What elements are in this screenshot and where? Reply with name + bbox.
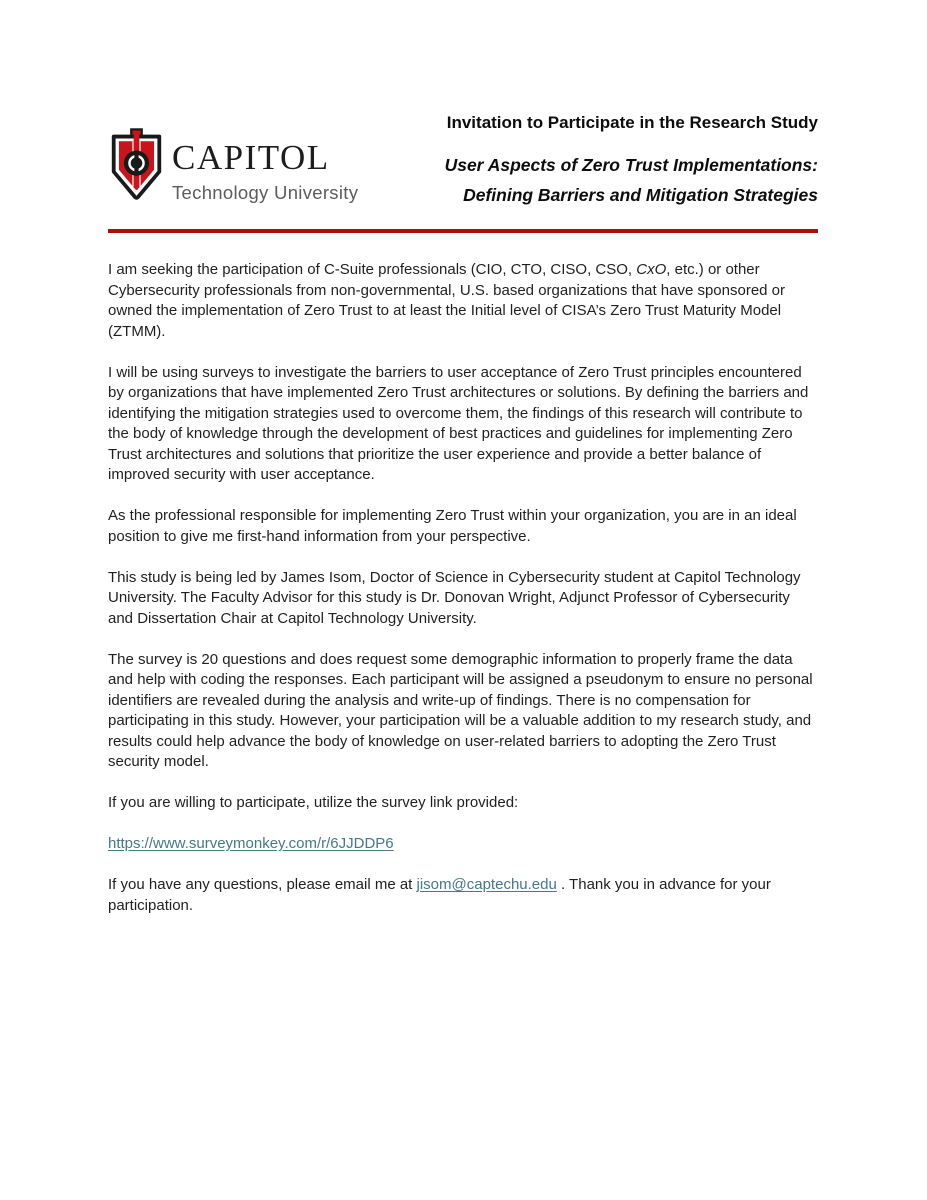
logo-wordmark: CAPITOL [172,138,330,177]
paragraph-position: As the professional responsible for implementing Zero Trust within your organization, you are in an ideal position to give me first-hand information from your perspective. [108,507,797,545]
email-link[interactable]: jisom@captechu.edu [416,876,557,893]
study-subtitle-line1: User Aspects of Zero Trust Implementations: [444,155,818,175]
paragraph-researchers: This study is being led by James Isom, Doctor of Science in Cybersecurity student at Capitol Technology University. The Faculty Advisor for this study is Dr. Donovan Wright, Adjunct Professor of Cybersecurity and Dissertation Chair at Capitol Technology University. [108,568,801,627]
letter-body [108,233,818,916]
paragraph-survey-link [108,834,818,855]
cxo-italic: CxO [636,261,667,278]
paragraph-audience-post: , etc.) or other Cybersecurity professionals from non-governmental, U.S. based organizations that have sponsored or owned the implementation of Zero Trust to at least the Initial level of CISA’s Zero Trust Maturity Model (ZTMM). [108,261,786,340]
study-subtitle [445,150,818,210]
document-header [108,0,818,210]
paragraph-participate-prompt: If you are willing to participate, utilize the survey link provided: [108,794,519,811]
invitation-title: Invitation to Participate in the Research Study [446,113,818,132]
paragraph-contact [108,875,818,916]
logo-text [172,140,358,203]
paragraph-audience [108,260,818,342]
paragraph-purpose: I will be using surveys to investigate the barriers to user acceptance of Zero Trust principles encountered by organizations that have implemented Zero Trust architectures or solutions. By defining the barriers and identifying the mitigation strategies used to overcome them, the findings of this research will contribute to the body of knowledge through the development of best practices and guidelines for implementing Zero Trust architectures and solutions that prioritize the user experience and provide a better balance of improved security with user acceptance. [108,363,809,483]
university-logo [108,128,358,204]
paragraph-audience-pre: I am seeking the participation of C-Suite professionals (CIO, CTO, CISO, CSO, [108,261,637,278]
shield-phi-icon [108,128,165,204]
paragraph-survey-details: The survey is 20 questions and does request some demographic information to properly frame the data and help with coding the responses. Each participant will be assigned a pseudonym to ensure no personal identifiers are revealed during the analysis and write-up of findings. There is no compensation for participating in this study. However, your participation will be a valuable addition to my research study, and results could help advance the body of knowledge on user-related barriers to adopting the Zero Trust security model. [108,650,813,770]
paragraph-contact-pre: If you have any questions, please email me at [108,876,417,893]
paragraph-contact-post: . Thank you in advance for your participation. [108,876,771,914]
logo-tagline: Technology University [172,182,359,203]
study-title-block [445,112,818,210]
study-subtitle-line2: Defining Barriers and Mitigation Strategies [463,185,818,205]
survey-link[interactable]: https://www.surveymonkey.com/r/6JJDDP6 [108,835,394,852]
